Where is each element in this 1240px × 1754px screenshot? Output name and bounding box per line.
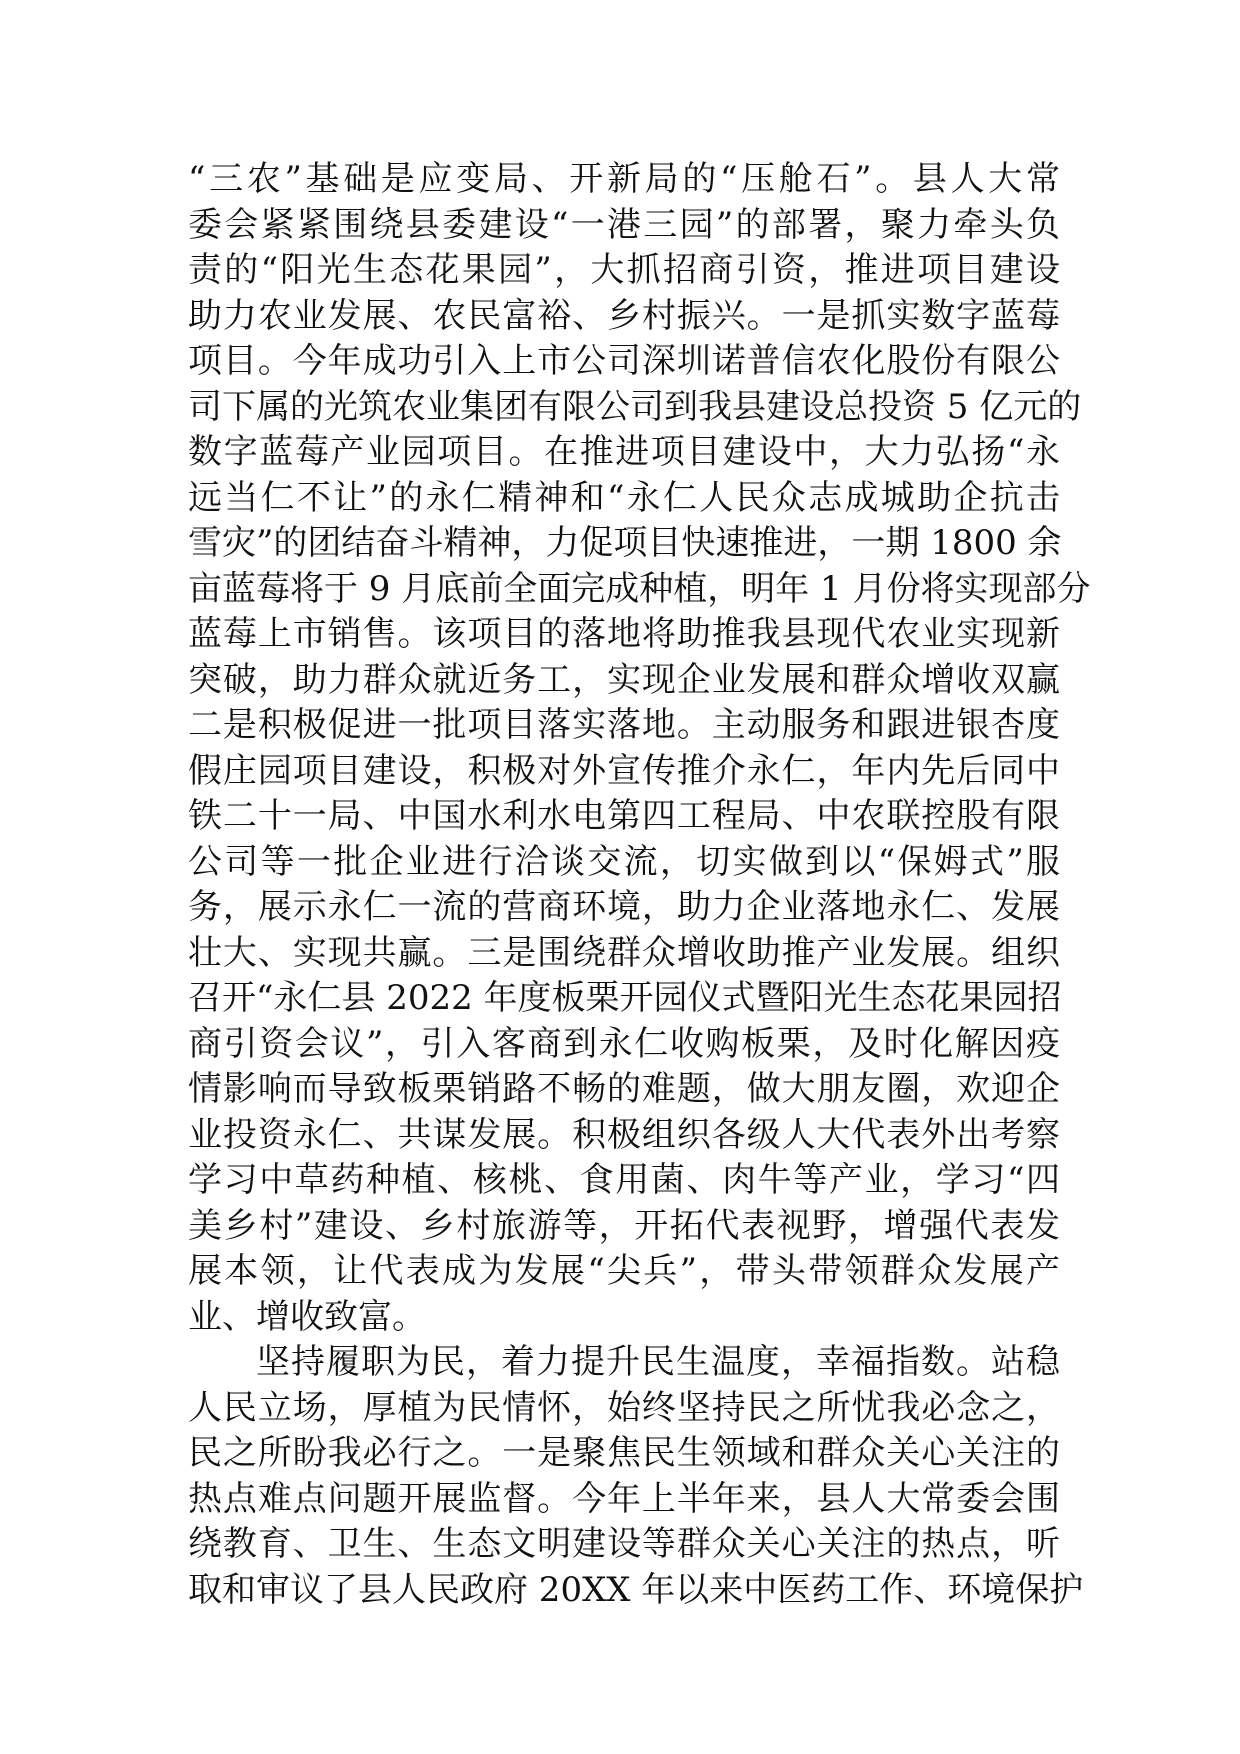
text-line: 坚持履职为民，着力提升民生温度，幸福指数。站稳	[256, 1342, 1060, 1382]
text-line: 项目。今年成功引入上市公司深圳诺普信农化股份有限公	[188, 341, 1060, 381]
text-line: 民之所盼我必行之。一是聚焦民生领域和群众关心关注的	[188, 1433, 1060, 1473]
text-line: 商引资会议”，引入客商到永仁收购板栗，及时化解因疫	[188, 1023, 1060, 1064]
text-line: 热点难点问题开展监督。今年上半年来，县人大常委会围	[188, 1478, 1060, 1519]
text-line: 助力农业发展、农民富裕、乡村振兴。一是抓实数字蓝莓	[188, 295, 1060, 336]
text-line: 人民立场，厚植为民情怀，始终坚持民之所忧我必念之，	[188, 1387, 1060, 1428]
document-body	[188, 157, 1091, 1613]
text-line: 召开“永仁县 2022 年度板栗开园仪式暨阳光生态花果园招	[188, 978, 1062, 1018]
text-line: 展本领，让代表成为发展“尖兵”，带头带领群众发展产	[188, 1251, 1060, 1291]
text-line: 二是积极促进一批项目落实落地。主动服务和跟进银杏度	[188, 705, 1060, 745]
text-line: 务，展示永仁一流的营商环境，助力企业落地永仁、发展	[188, 887, 1060, 927]
text-line: 绕教育、卫生、生态文明建设等群众关心关注的热点，听	[188, 1524, 1060, 1564]
text-line: 业、增收致富。	[188, 1296, 426, 1337]
text-line: 学习中草药种植、核桃、食用菌、肉牛等产业，学习“四	[188, 1160, 1060, 1200]
text-line: 雪灾”的团结奋斗精神，力促项目快速推进，一期 1800 余	[188, 523, 1062, 563]
text-line: 突破，助力群众就近务工，实现企业发展和群众增收双赢	[188, 659, 1060, 700]
text-line: 假庄园项目建设，积极对外宣传推介永仁，年内先后同中	[188, 750, 1060, 791]
text-line: 司下属的光筑农业集团有限公司到我县建设总投资 5 亿元的	[188, 386, 1082, 427]
text-line: “三农”基础是应变局、开新局的“压舱石”。县人大常	[188, 159, 1060, 199]
paragraph-sannong	[188, 157, 1091, 1340]
text-line: 亩蓝莓将于 9 月底前全面完成种植，明年 1 月份将实现部分	[188, 568, 1091, 609]
text-line: 蓝莓上市销售。该项目的落地将助推我县现代农业实现新	[188, 614, 1060, 654]
text-line: 责的“阳光生态花果园”，大抓招商引资，推进项目建设	[188, 250, 1060, 290]
text-line: 公司等一批企业进行洽谈交流，切实做到以“保姆式”服	[188, 841, 1060, 882]
paragraph-minsheng	[188, 1340, 1084, 1613]
text-line: 壮大、实现共赢。三是围绕群众增收助推产业发展。组织	[188, 932, 1060, 973]
text-line: 铁二十一局、中国水利水电第四工程局、中农联控股有限	[188, 796, 1060, 836]
text-line: 美乡村”建设、乡村旅游等，开拓代表视野，增强代表发	[188, 1205, 1060, 1246]
text-line: 取和审议了县人民政府 20XX 年以来中医药工作、环境保护	[188, 1569, 1084, 1610]
text-line: 情影响而导致板栗销路不畅的难题，做大朋友圈，欢迎企	[188, 1069, 1060, 1109]
text-line: 业投资永仁、共谋发展。积极组织各级人大代表外出考察	[188, 1114, 1060, 1155]
text-line: 委会紧紧围绕县委建设“一港三园”的部署，聚力牵头负	[188, 204, 1060, 245]
text-line: 数字蓝莓产业园项目。在推进项目建设中，大力弘扬“永	[188, 432, 1060, 472]
text-line: 远当仁不让”的永仁精神和“永仁人民众志成城助企抗击	[188, 477, 1060, 518]
